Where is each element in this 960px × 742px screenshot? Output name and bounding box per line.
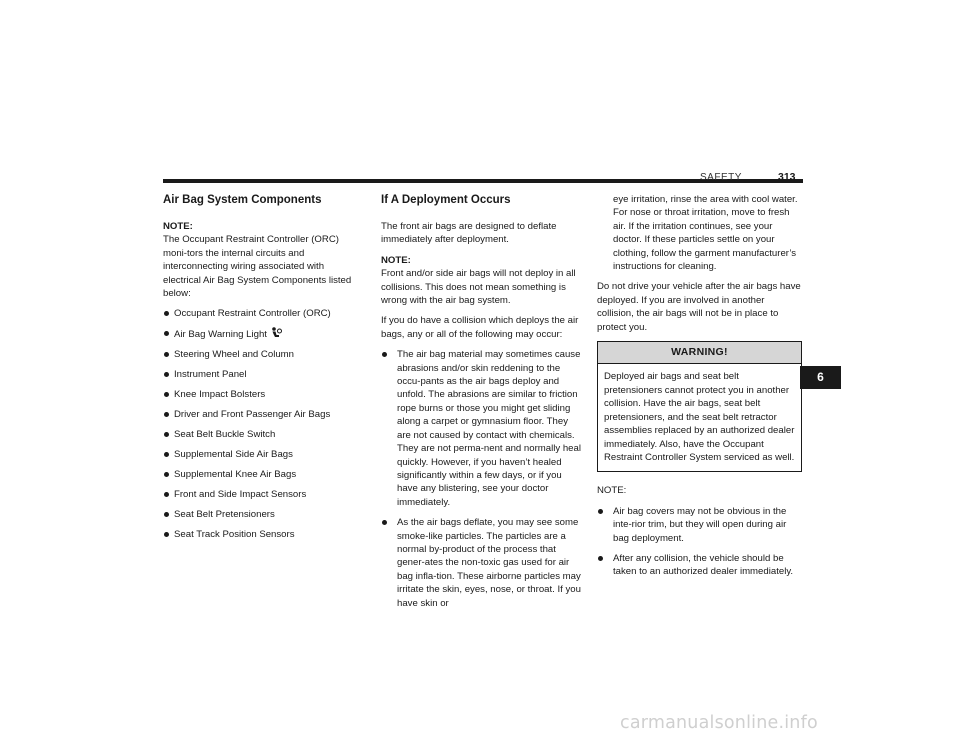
deployment-effects-list xyxy=(381,348,581,610)
note-label: NOTE: xyxy=(163,221,193,232)
note-text: Front and/or side air bags will not deploy in all collisions. This does not mean something is wrong with the air bag system. xyxy=(381,268,576,307)
heading-air-bag-system-components: Air Bag System Components xyxy=(163,194,322,206)
warning-text: Deployed air bags and seat belt pretensioners cannot protect you in another collision. Have the air bags, seat belt pretensioners, and the seat belt retractor assemblies replaced by an authorized dealer immediately. Also, have the Occupant Restraint Controller System serviced as well. xyxy=(604,371,795,463)
list-item: Instrument Panel xyxy=(163,368,363,381)
page-number: 313 xyxy=(778,171,796,183)
list-item: Air bag covers may not be obvious in the inte-rior trim, but they will open during air bag deployment. xyxy=(597,505,802,545)
list-item: As the air bags deflate, you may see some smoke-like particles. The particles are a normal by-product of the process that gener-ates the non-toxic gas used for air bag infla-tion. These airborne particles may irritate the skin, eyes, nose, or throat. If you have skin or xyxy=(381,516,581,610)
bullet-continuation: eye irritation, rinse the area with cool water. For nose or throat irritation, move to fresh air. If the irritation continues, see your doctor. If these particles settle on your clothing, follow the garment manufacturer’s instructions for cleaning. xyxy=(613,194,798,273)
note-label: NOTE: xyxy=(381,254,411,266)
list-item: Air Bag Warning Light xyxy=(163,327,363,341)
list-item: Occupant Restraint Controller (ORC) xyxy=(163,307,363,320)
header-section-title: SAFETY xyxy=(700,172,742,183)
watermark-text: carmanualsonline.info xyxy=(620,713,818,733)
column-deployment xyxy=(381,193,581,617)
components-list xyxy=(163,307,363,541)
do-not-drive-paragraph: Do not drive your vehicle after the air bags have deployed. If you are involved in another collision, the air bags will not be in place to protect you. xyxy=(597,281,801,333)
list-item: Supplemental Side Air Bags xyxy=(163,448,363,461)
warning-box xyxy=(597,341,802,472)
list-item: Seat Belt Pretensioners xyxy=(163,508,363,521)
column-air-bag-components xyxy=(163,193,363,548)
list-item: Knee Impact Bolsters xyxy=(163,388,363,401)
list-item: After any collision, the vehicle should be taken to an authorized dealer immediately. xyxy=(597,552,802,579)
column-after-deployment xyxy=(597,193,802,586)
list-item: Seat Track Position Sensors xyxy=(163,528,363,541)
list-item: Front and Side Impact Sensors xyxy=(163,488,363,501)
airbag-warning-icon xyxy=(270,327,282,338)
deployment-intro: The front air bags are designed to deflate immediately after deployment. xyxy=(381,221,557,246)
list-item: The air bag material may sometimes cause abrasions and/or skin reddening to the occu-pants as the air bags deploy and unfold. The abrasions are similar to friction rope burns or those you might get sliding along a carpet or gymnasium floor. They are not caused by contact with chemicals. They are not perma-nent and normally heal quickly. However, if you haven’t healed significantly within a few days, or if you have any blistering, see your doctor immediately. xyxy=(381,348,581,509)
chapter-tab: 6 xyxy=(800,366,841,389)
note-deployment xyxy=(381,254,581,308)
list-item: Steering Wheel and Column xyxy=(163,348,363,361)
notes-list xyxy=(597,505,802,579)
note-label-standalone: NOTE: xyxy=(597,485,627,497)
heading-if-a-deployment-occurs: If A Deployment Occurs xyxy=(381,194,511,206)
deployment-paragraph: If you do have a collision which deploys the air bags, any or all of the following may occur: xyxy=(381,315,579,340)
list-item: Seat Belt Buckle Switch xyxy=(163,428,363,441)
warning-title: WARNING! xyxy=(598,342,801,364)
list-item: Driver and Front Passenger Air Bags xyxy=(163,408,363,421)
note-text: The Occupant Restraint Controller (ORC) moni-tors the internal circuits and interconnecting wiring associated with electrical Air Bag System Components listed below: xyxy=(163,234,352,300)
list-item: Supplemental Knee Air Bags xyxy=(163,468,363,481)
note-orc xyxy=(163,220,363,300)
